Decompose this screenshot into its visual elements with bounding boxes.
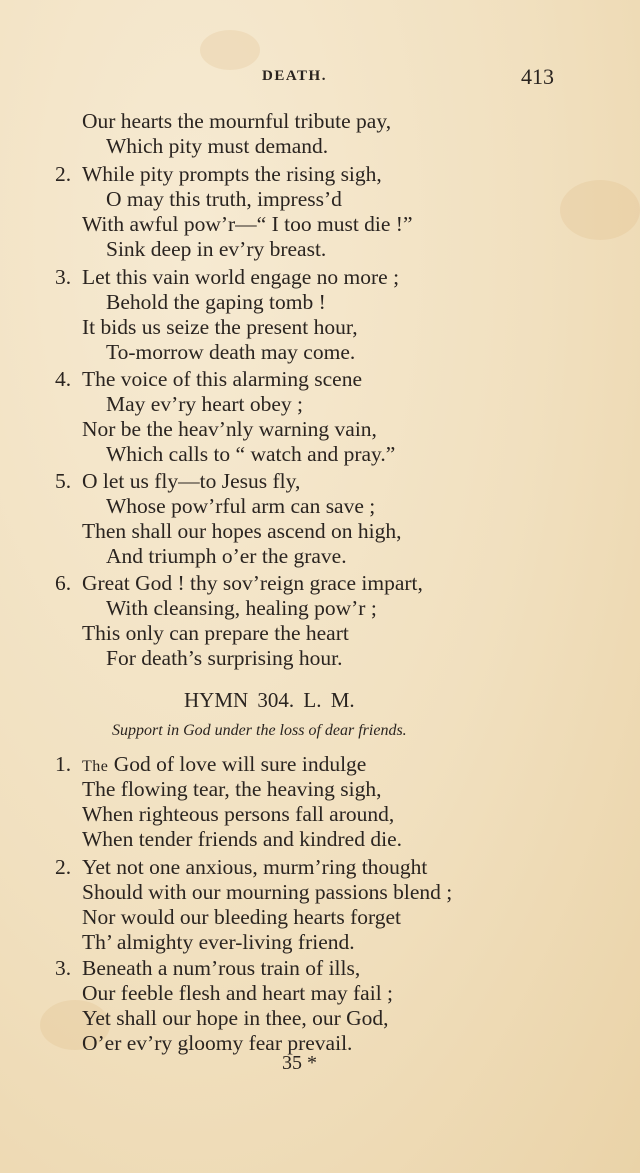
verse-line: The voice of this alarming scene: [82, 367, 362, 391]
stanza-number: 4.: [55, 367, 72, 391]
verse-line: To-morrow death may come.: [106, 340, 356, 364]
stanza-number: 5.: [55, 469, 72, 493]
drop-word: The: [82, 758, 109, 775]
page-number: 413: [521, 64, 554, 89]
verse-line: Yet not one anxious, murm’ring thought: [82, 855, 428, 879]
verse-line: And triumph o’er the grave.: [106, 544, 347, 568]
stanza-number: 2.: [55, 162, 72, 186]
verse-line: This only can prepare the heart: [82, 621, 349, 645]
running-head: DEATH.: [262, 68, 327, 84]
verse-line: When tender friends and kindred die.: [82, 827, 402, 851]
verse-line: Great God ! thy sov’reign grace impart,: [82, 571, 423, 595]
verse-line: Yet shall our hope in thee, our God,: [82, 1006, 389, 1030]
verse-line: Beneath a num’rous train of ills,: [82, 956, 361, 980]
verse-line: O may this truth, impress’d: [106, 187, 342, 211]
verse-line: Should with our mourning passions blend ;: [82, 880, 453, 904]
verse-line: Let this vain world engage no more ;: [82, 265, 400, 289]
verse-line: Then shall our hopes ascend on high,: [82, 519, 402, 543]
verse-line: With awful pow’r—“ I too must die !”: [82, 212, 413, 236]
verse-line: May ev’ry heart obey ;: [106, 392, 304, 416]
stanza-number: 3.: [55, 956, 72, 980]
page-header: [0, 64, 640, 94]
verse-line: Our feeble flesh and heart may fail ;: [82, 981, 394, 1005]
verse-line: Which calls to “ watch and pray.”: [106, 442, 396, 466]
verse-line: For death’s surprising hour.: [106, 646, 343, 670]
verse-line: When righteous persons fall around,: [82, 802, 395, 826]
stanza-number: 2.: [55, 855, 72, 879]
verse-line: It bids us seize the present hour,: [82, 315, 358, 339]
verse-line: Our hearts the mournful tribute pay,: [82, 109, 392, 133]
signature-mark: 35 *: [282, 1052, 317, 1074]
verse-line: Nor would our bleeding hearts forget: [82, 905, 402, 929]
verse-line: Behold the gaping tomb !: [106, 290, 326, 314]
verse-line: Whose pow’rful arm can save ;: [106, 494, 376, 518]
hymn-subtitle: Support in God under the loss of dear friends.: [112, 722, 407, 739]
verse-line: O let us fly—to Jesus fly,: [82, 469, 301, 493]
verse-line: O’er ev’ry gloomy fear prevail.: [82, 1031, 353, 1055]
verse-line: Sink deep in ev’ry breast.: [106, 237, 327, 261]
verse-line: Th’ almighty ever-living friend.: [82, 930, 355, 954]
verse-line: Nor be the heav’nly warning vain,: [82, 417, 377, 441]
verse-line: While pity prompts the rising sigh,: [82, 162, 382, 186]
stanza-number: 1.: [55, 752, 72, 776]
stanza-number: 3.: [55, 265, 72, 289]
verse-line: Which pity must demand.: [106, 134, 329, 158]
verse-line: The flowing tear, the heaving sigh,: [82, 777, 382, 801]
paper-stain: [560, 180, 640, 240]
stanza-number: 6.: [55, 571, 72, 595]
hymn-title: HYMN 304. L. M.: [184, 688, 355, 712]
verse-line: [82, 752, 366, 779]
verse-line: With cleansing, healing pow’r ;: [106, 596, 377, 620]
verse-line-rest: God of love will sure indulge: [108, 752, 367, 776]
